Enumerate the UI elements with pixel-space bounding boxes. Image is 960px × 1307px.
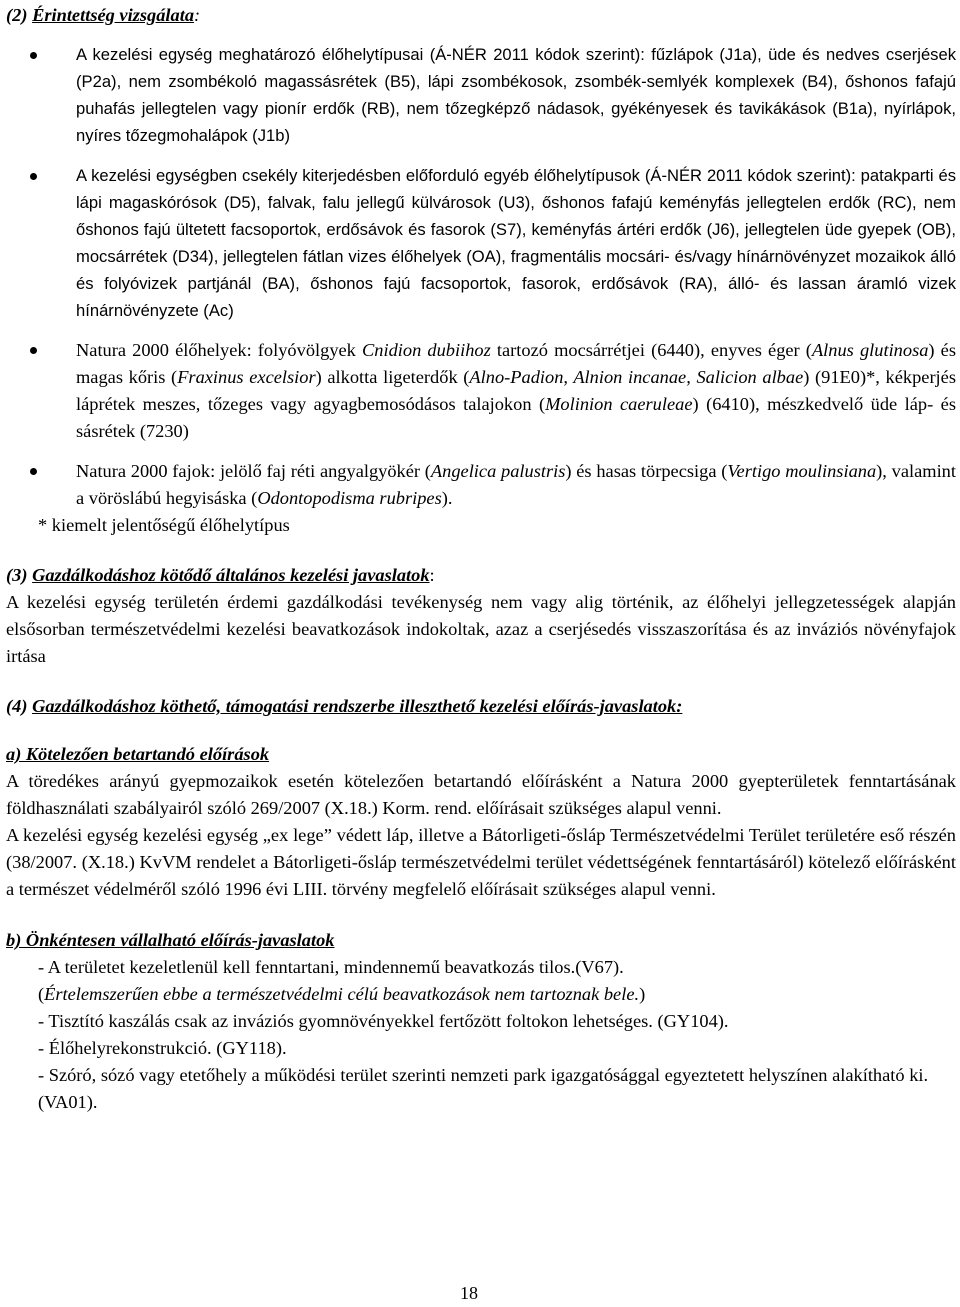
section-2-list	[6, 41, 956, 512]
paren-close: )	[639, 984, 646, 1004]
paragraph-a2: A kezelési egység kezelési egység „ex lege” védett láp, illetve a Bátorligeti-ősláp Természetvédelmi Terület területére eső részén (38/2007. (X.18.) KvVM rendelet a Bátorligeti-ősláp természetvédelmi terület védettségének fenntartásáról) kötelező előírásként a természet védelméről szóló 1996 évi LIII. törvény megfelelő előírásait szükséges alapul venni.	[6, 825, 956, 899]
section-4	[6, 693, 956, 720]
text-span: ) (91E0)*, kékperjés láprétek meszes, tőzeges vagy agyagbemosódásos talajokon (	[76, 367, 956, 414]
section-3-heading	[6, 562, 956, 589]
footnote: * kiemelt jelentőségű élőhelytípus	[38, 515, 290, 535]
dash-item: - A területet kezeletlenül kell fenntartani, mindennemű beavatkozás tilos.(V67).	[38, 957, 624, 977]
section-2-colon: :	[194, 5, 201, 25]
text-span: Natura 2000 élőhelyek: folyóvölgyek	[76, 340, 362, 360]
text-span: Natura 2000 fajok: jelölő faj réti angyalgyökér (	[76, 461, 431, 481]
species-name: Odontopodisma rubripes	[257, 488, 442, 508]
dash-item-note	[6, 981, 956, 1008]
list-item: A kezelési egységben csekély kiterjedésben előforduló egyéb élőhelytípusok (Á-NÉR 2011 kódok szerint): patakparti és lápi magaskórósok (D5), falvak, falu jellegű külvárosok (U3), őshonos fafajú keményfás jellegtelen erdők (RC), nem őshonos fajú ültetett facsoportok, erdősávok és fasorok (S7), keményfás ártéri erdők (J6), jellegtelen üde gyepek (OB), mocsárrétek (D34), jellegtelen fátlan vizes élőhelyek (OA), fragmentális mocsári- és/vagy hínárnövényzet mozaikok álló és folyóvizek partjánál (BA), őshonos fajú facsoportok, fasorok, erdősávok (RA), álló- és lassan áramló vizek hínárnövényzete (Ac)	[6, 162, 956, 324]
species-name: Cnidion dubiihoz	[362, 340, 491, 360]
section-2-title: Érintettség vizsgálata	[32, 5, 195, 25]
text-span: ) és hasas törpecsiga (	[565, 461, 728, 481]
text-span: ) alkotta ligeterdők (	[315, 367, 470, 387]
dash-item: - Szóró, sózó vagy etetőhely a működési terület szerinti nemzeti park igazgatósággal egyeztetett helyszínen alakítható ki. (VA01).	[38, 1065, 929, 1112]
species-name: Alno-Padion, Alnion incanae, Salicion albae	[469, 367, 804, 387]
species-name: Molinion caeruleae	[545, 394, 693, 414]
text-span: tartozó mocsárrétjei (6440), enyves éger (	[490, 340, 812, 360]
list-item: A kezelési egység meghatározó élőhelytípusai (Á-NÉR 2011 kódok szerint): fűzlápok (J1a), üde és nedves cserjések (P2a), nem zsombékoló magassásrétek (B5), lápi zsombékosok, zsombék-semlyék komplexek (B4), őshonos fafajú puhafás jellegtelen vagy pionír erdők (RB), nem tőzegképző nádasok, gyékényesek és tavikákások (B1a), nyírlápok, nyíres tőzegmohalápok (J1b)	[6, 41, 956, 149]
section-4-title: Gazdálkodáshoz köthető, támogatási rendszerbe illeszthető kezelési előírás-javaslatok:	[32, 696, 683, 716]
text-span: ) (6410), mészkedvelő üde láp- és sásrétek (7230)	[76, 394, 956, 441]
species-name: Vertigo moulinsiana	[727, 461, 877, 481]
text-span: ) és magas kőris (	[76, 340, 956, 387]
subheading-b: b) Önkéntesen vállalható előírás-javaslatok	[6, 930, 335, 950]
document-page	[6, 0, 956, 1116]
section-4b	[6, 927, 956, 1116]
section-2-heading	[6, 2, 956, 29]
section-4a	[6, 741, 956, 903]
list-item-natura-species	[6, 458, 956, 512]
paren-open: (	[38, 984, 45, 1004]
section-4-heading	[6, 693, 956, 720]
list-item-natura-habitats	[6, 337, 956, 445]
section-3	[6, 562, 956, 670]
species-name: Alnus glutinosa	[811, 340, 929, 360]
page-number: 18	[460, 1283, 478, 1303]
note-text: Értelemszerűen ebbe a természetvédelmi célú beavatkozások nem tartoznak bele.	[44, 984, 640, 1004]
section-2-number: (2)	[6, 5, 28, 25]
section-3-title: Gazdálkodáshoz kötődő általános kezelési javaslatok	[32, 565, 430, 585]
paragraph-a1: A töredékes arányú gyepmozaikok esetén kötelezően betartandó előírásként a Natura 2000 gyepterületek fenntartásának földhasználati szabályairól szóló 269/2007 (X.18.) Korm. rend. előírásait szükséges alapul venni.	[6, 771, 956, 818]
dash-item: - Tisztító kaszálás csak az inváziós gyomnövényekkel fertőzött foltokon lehetséges. (GY104).	[38, 1011, 729, 1031]
section-4-number: (4)	[6, 696, 28, 716]
species-name: Angelica palustris	[430, 461, 566, 481]
section-3-colon: :	[429, 565, 435, 585]
species-name: Fraxinus excelsior	[177, 367, 316, 387]
text-span: ).	[441, 488, 453, 508]
section-3-text: A kezelési egység területén érdemi gazdálkodási tevékenység nem vagy alig történik, az élőhelyi jellegzetességek alapján elsősorban természetvédelmi kezelési beavatkozások indokoltak, azaz a cserjésedés visszaszorítása és az inváziós növényfajok irtása	[6, 592, 956, 666]
section-3-number: (3)	[6, 565, 28, 585]
subheading-a: a) Kötelezően betartandó előírások	[6, 744, 270, 764]
dash-item: - Élőhelyrekonstrukció. (GY118).	[38, 1038, 287, 1058]
text-span: ), valamint a vöröslábú hegyisáska (	[76, 461, 956, 508]
